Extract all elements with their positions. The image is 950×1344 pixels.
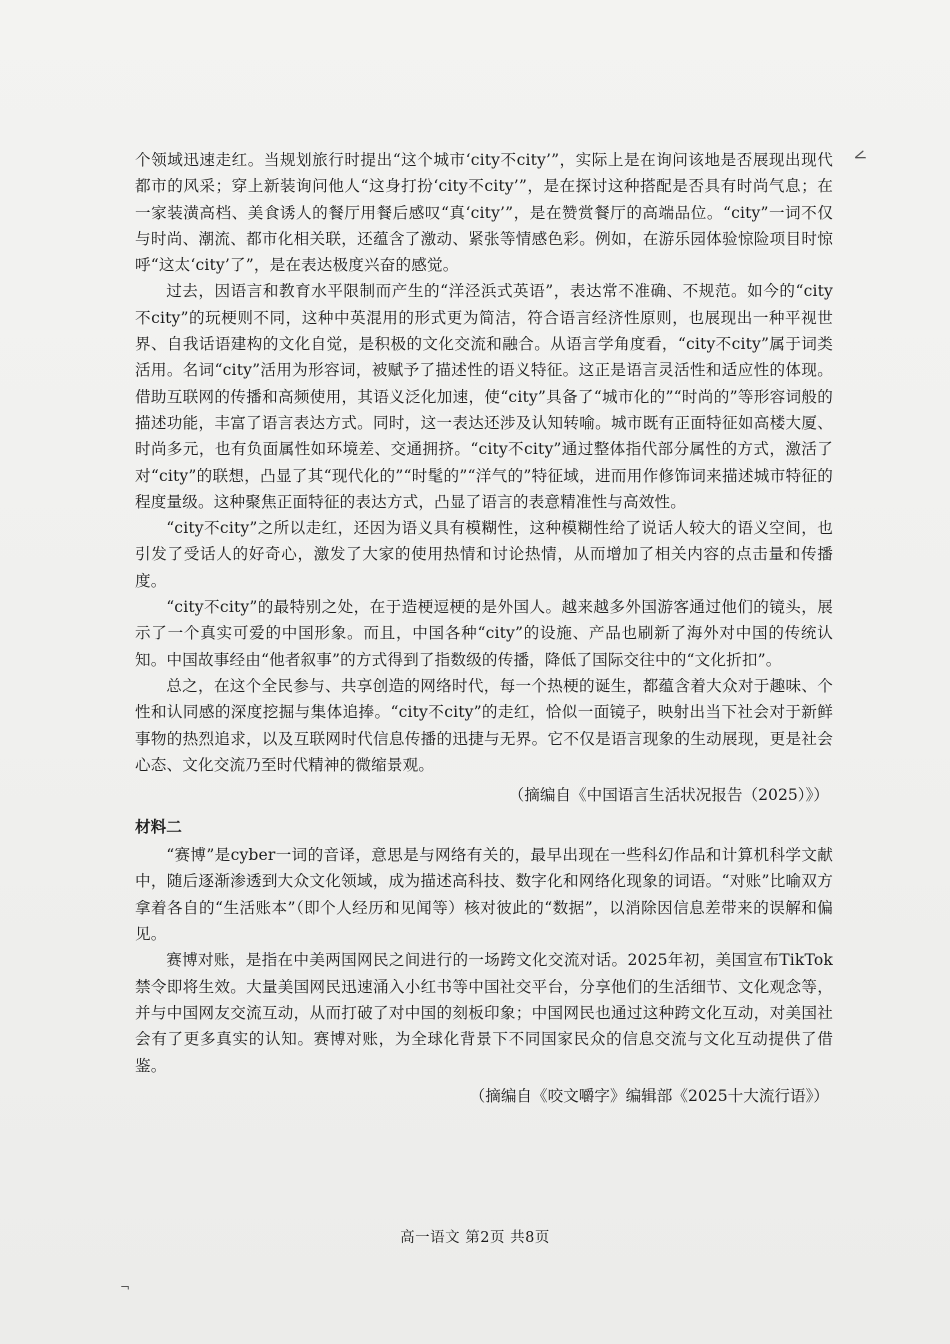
article-paragraph-3: “city不city”之所以走红，还因为语义具有模糊性，这种模糊性给了说话人较大的语义空间，也引发了受话人的好奇心，激发了大家的使用热情和讨论热情，从而增加了相关内容的点击量和传播度。 xyxy=(135,519,833,590)
pencil-mark-icon: < xyxy=(850,144,870,167)
material-2-source: （摘编自《咬文嚼字》编辑部《2025十大流行语》） xyxy=(469,1086,829,1105)
article-paragraph-4: “city不city”的最特别之处，在于造梗逗梗的是外国人。越来越多外国游客通过他们的镜头，展示了一个真实可爱的中国形象。而且，中国各种“city”的设施、产品也刷新了海外对中国的传统认知。中国故事经由“他者叙事”的方式得到了指数级的传播，降低了国际交往中的“文化折扣”。 xyxy=(135,598,833,669)
article-source: （摘编自《中国语言生活状况报告（2025）》） xyxy=(508,786,829,805)
material-2-paragraph-2: 赛博对账，是指在中美两国网民之间进行的一场跨文化交流对话。2025年初，美国宣布TikTok禁令即将生效。大量美国网民迅速涌入小红书等中国社交平台，分享他们的生活细节、文化观念等，并与中国网友交流互动，从而打破了对中国的刻板印象；中国网民也通过这种跨文化互动，对美国社会有了更多真实的认知。赛博对账，为全球化背景下不同国家民众的信息交流与文化互动提供了借鉴。 xyxy=(135,951,833,1075)
article-paragraph-5: 总之，在这个全民参与、共享创造的网络时代，每一个热梗的诞生，都蕴含着大众对于趣味、个性和认同感的深度挖掘与集体追捧。“city不city”的走红，恰似一面镜子，映射出当下社会对于新鲜事物的热烈追求，以及互联网时代信息传播的迅捷与无界。它不仅是语言现象的生动展现，更是社会心态、文化交流乃至时代精神的微缩景观。 xyxy=(135,676,833,774)
article-paragraph-2: 过去，因语言和教育水平限制而产生的“洋泾浜式英语”，表达常不准确、不规范。如今的“city不city”的玩梗则不同，这种中英混用的形式更为简洁，符合语言经济性原则，也展现出一种平视世界、自我话语建构的文化自觉，是积极的文化交流和融合。从语言学角度看，“city不city”属于词类活用。名词“city”活用为形容词，被赋予了描述性的语义特征。这正是语言灵活性和适应性的体现。借助互联网的传播和高频使用，其语义泛化加速，使“city”具备了“城市化的”“时尚的”等形容词般的描述功能，丰富了语言表达方式。同时，这一表达还涉及认知转喻。城市既有正面特征如高楼大厦、时尚多元，也有负面属性如环境差、交通拥挤。“city不city”通过整体指代部分属性的方式，激活了对“city”的联想，凸显了其“现代化的”“时髦的”“洋气的”特征域，进而用作修饰词来描述城市特征的程度量级。这种聚焦正面特征的表达方式，凸显了语言的表意精准性与高效性。 xyxy=(135,282,833,511)
material-2-paragraph-1: “赛博”是cyber一词的音译，意思是与网络有关的，最早出现在一些科幻作品和计算机科学文献中，随后逐渐渗透到大众文化领域，成为描述高科技、数字化和网络化现象的词语。“对账”比喻双方拿着各自的“生活账本”（即个人经历和见闻等）核对彼此的“数据”，以消除因信息差带来的误解和偏见。 xyxy=(135,846,833,944)
page-footer: 高一语文 第2页 共8页 xyxy=(400,1230,550,1246)
scan-dot-icon: ¬ xyxy=(120,1280,131,1294)
page-content xyxy=(135,147,833,1115)
article-paragraph-1: 个领域迅速走红。当规划旅行时提出“这个城市‘city不city’”，实际上是在询问该地是否展现出现代都市的风采；穿上新装询问他人“这身打扮‘city不city’”，是在探讨这种搭配是否具有时尚气息；在一家装潢高档、美食诱人的餐厅用餐后感叹“真‘city’”，是在赞赏餐厅的高端品位。“city”一词不仅与时尚、潮流、都市化相关联，还蕴含了激动、紧张等情感色彩。例如，在游乐园体验惊险项目时惊呼“这太‘city’了”，是在表达极度兴奋的感觉。 xyxy=(135,151,833,275)
material-2-title: 材料二 xyxy=(135,817,182,837)
